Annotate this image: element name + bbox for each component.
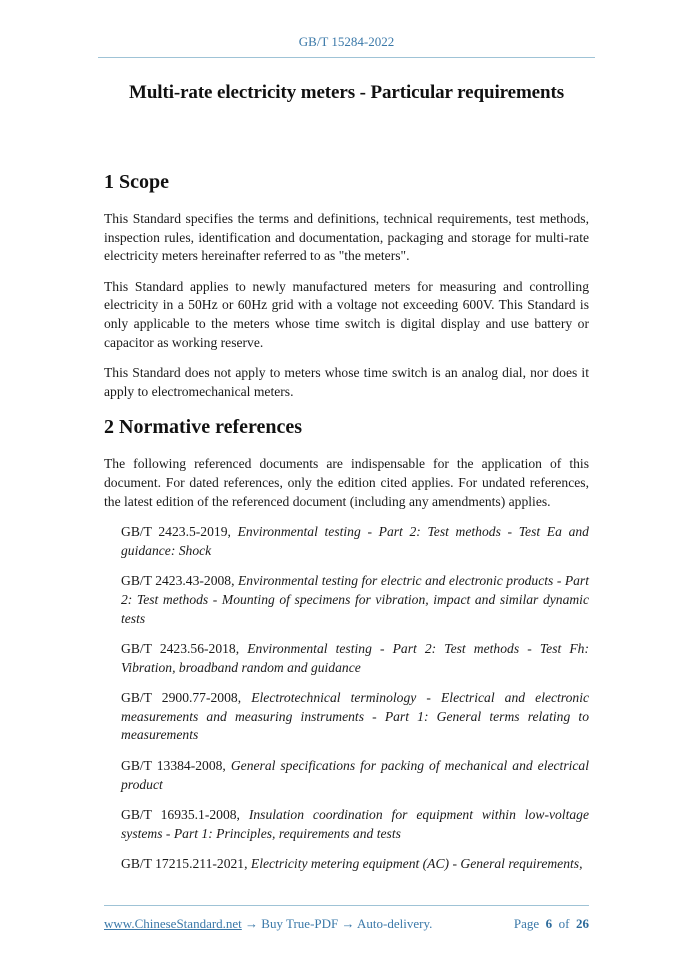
section-heading-scope: 1 Scope (104, 171, 169, 193)
normative-references-intro: The following referenced documents are indispensable for the application of this document. For dated references, only the edition cited applies. For undated references, the latest edition of the referenced document (including any amendments) applies. (104, 456, 589, 509)
reference-title: Electrotechnical terminology - Electrical and electronic measurements and measuring instruments - Part 1: General terms relating to measurements (121, 690, 590, 743)
scope-paragraph-2: This Standard applies to newly manufactured meters for measuring and controlling electricity in a 50Hz or 60Hz grid with a voltage not exceeding 600V. This Standard is only applicable to the meters whose time switch is digital display and use battery or capacitor as working reserve. (104, 278, 589, 350)
reference-title: Environmental testing for electric and electronic products - Part 2: Test methods - Mounting of specimens for vibration, impact and similar dynamic tests (121, 573, 589, 626)
reference-code: GB/T 17215.211-2021, (121, 856, 248, 872)
footer-promo (104, 916, 432, 932)
page-footer (104, 916, 589, 932)
reference-title: Insulation coordination for equipment within low-voltage systems - Part 1: Principles, requirements and tests (121, 807, 589, 841)
footer-divider (104, 905, 589, 906)
reference-title: Electricity metering equipment (AC) - General requirements, (250, 856, 583, 872)
chinesestandard-link[interactable]: www.ChineseStandard.net (104, 916, 242, 931)
page-total: 26 (576, 916, 589, 931)
footer-promo-text: → Buy True-PDF → Auto-delivery. (241, 916, 433, 931)
page-body (104, 170, 589, 886)
reference-list (104, 523, 589, 874)
reference-item (121, 855, 589, 874)
document-title: Multi-rate electricity meters - Particular requirements (128, 82, 564, 103)
reference-item (121, 806, 589, 843)
reference-code: GB/T 2423.56-2018, (121, 641, 240, 657)
reference-title: Environmental testing - Part 2: Test methods - Test Ea and guidance: Shock (121, 524, 589, 558)
running-header-standard-code: GB/T 15284-2022 (298, 34, 395, 49)
reference-item (121, 572, 589, 628)
reference-item (121, 523, 589, 560)
page-number (514, 916, 589, 932)
reference-code: GB/T 2423.5-2019, (121, 524, 231, 540)
page-label: Page (513, 916, 540, 931)
reference-title: Environmental testing - Part 2: Test methods - Test Fh: Vibration, broadband random and guidance (121, 641, 589, 675)
page-current: 6 (545, 916, 553, 931)
reference-item (121, 689, 589, 745)
reference-code: GB/T 16935.1-2008, (121, 807, 240, 823)
reference-title: General specifications for packing of mechanical and electrical product (121, 758, 590, 792)
reference-item (121, 640, 589, 677)
section-heading-normative-references: 2 Normative references (104, 416, 303, 439)
scope-paragraph-3: This Standard does not apply to meters whose time switch is an analog dial, nor does it apply to electromechanical meters. (104, 365, 589, 399)
header-divider (98, 57, 595, 58)
reference-code: GB/T 2423.43-2008, (121, 573, 235, 589)
reference-code: GB/T 13384-2008, (121, 758, 226, 774)
reference-code: GB/T 2900.77-2008, (121, 690, 242, 706)
scope-paragraph-1: This Standard specifies the terms and definitions, technical requirements, test methods, inspection rules, identification and documentation, packaging and storage for multi-rate electricity meters hereinafter referred to as "the meters". (104, 211, 589, 264)
reference-item (121, 757, 589, 794)
page-of-label: of (558, 916, 570, 931)
